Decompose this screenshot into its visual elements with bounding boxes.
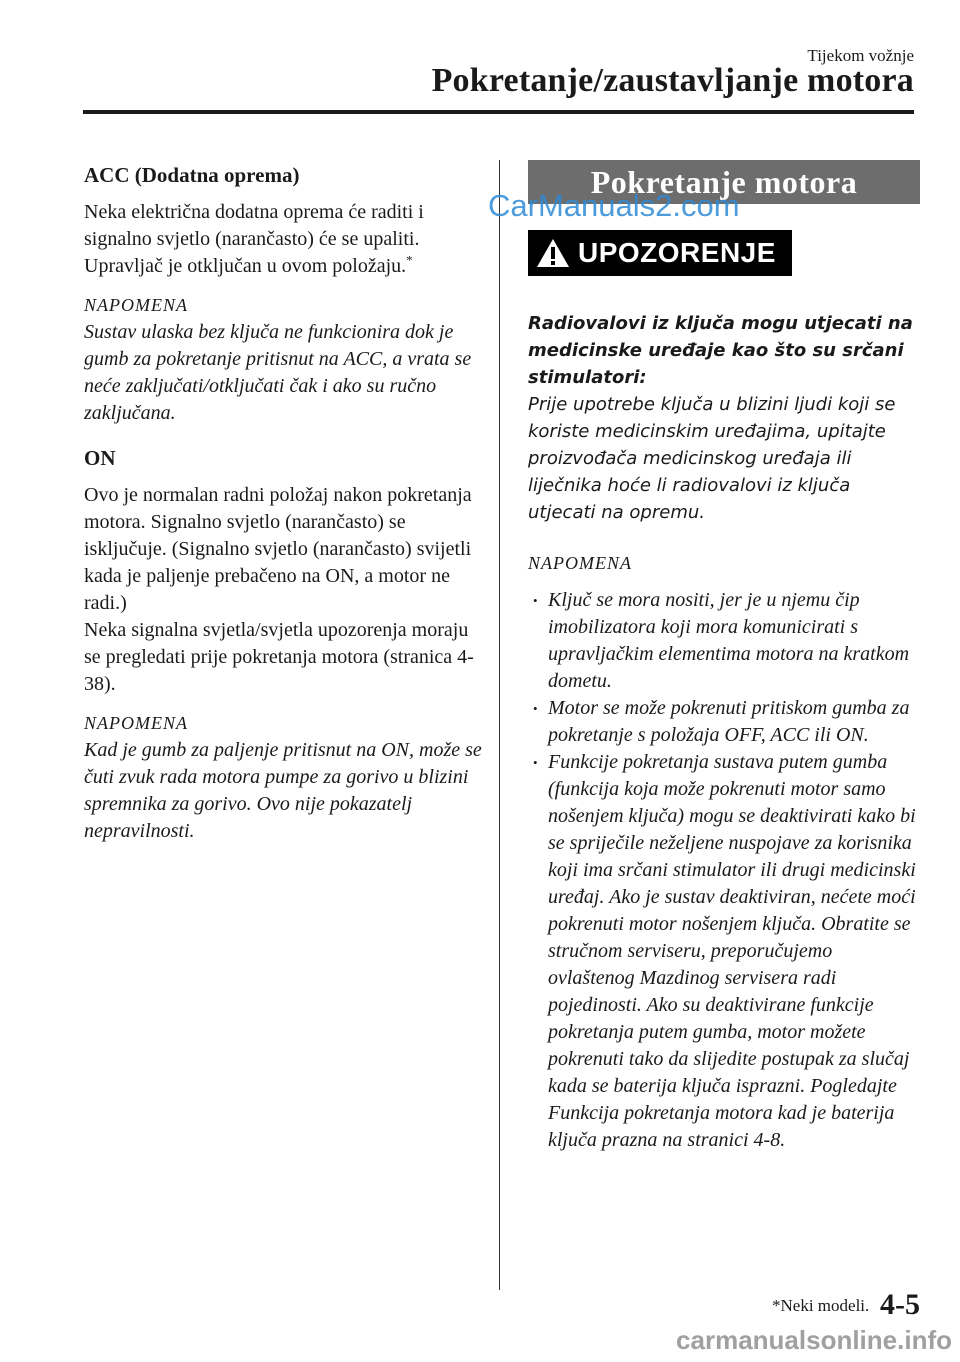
column-divider (499, 160, 500, 1290)
page-number: 4-5 (880, 1288, 920, 1321)
warning-body (528, 310, 920, 526)
note-block (528, 550, 920, 1154)
note-bullets (528, 587, 920, 1154)
right-column (528, 160, 920, 1154)
acc-heading: ACC (Dodatna oprema) (84, 163, 300, 187)
note-title: NAPOMENA (84, 713, 188, 733)
left-column (84, 162, 484, 863)
header-section-label: Tijekom vožnje (807, 46, 914, 65)
on-text-2: Neka signalna svjetla/svjetla upozorenja moraju se pregledati prije pokretanja motora (stranica 4-38). (84, 619, 474, 695)
footnote-marker: * (406, 252, 413, 268)
list-item: • Funkcije pokretanja sustava putem gumba (funkcija koja može pokrenuti motor samo nošenjem ključa) mogu se deaktivirati kako bi se spriječile neželjene nuspojave za korisnika koji ima srčani stimulator ili drugi medicinski uređaj. Ako je sustav deaktiviran, nećete moći pokrenuti motor nošenjem ključa. Obratite se stručnom serviseru, preporučujemo ovlaštenog Mazdinog servisera radi pojedinosti. Ako su deaktivirane funkcije pokretanja putem gumba, motor možete pokrenuti tako da slijedite postupak za slučaj kada se baterija ključa isprazni. Pogledajte Funkcija pokretanja motora kad je baterija ključa prazna na stranici 4-8. (528, 749, 920, 1154)
warning-label (528, 230, 792, 276)
page-title: Pokretanje/zaustavljanje motora (431, 62, 914, 99)
warning-text: Prije upotrebe ključa u blizini ljudi koji se koriste medicinskim uređajima, upitajte proizvođača medicinskog uređaja ili liječnika hoće li radiovalovi iz ključa utjecati na opremu. (528, 394, 896, 523)
note-title: NAPOMENA (84, 295, 188, 315)
warning-triangle-icon (536, 238, 570, 268)
note-text: Kad je gumb za paljenje pritisnut na ON, može se čuti zvuk rada motora pumpe za gorivo u blizini spremnika za gorivo. Ovo nije pokazatelj nepravilnosti. (84, 739, 482, 842)
on-text: Ovo je normalan radni položaj nakon pokretanja motora. Signalno svjetlo (narančasto) se isključuje. (Signalno svjetlo (narančasto) svijetli kada je paljenje prebačeno na ON, a motor ne radi.) (84, 484, 472, 614)
section-banner: Pokretanje motora (528, 160, 920, 204)
acc-text: Neka električna dodatna oprema će raditi i signalno svjetlo (narančasto) će se upaliti. Upravljač je otključan u ovom položaju.* (84, 201, 424, 277)
watermark-top: CarManuals2.com (488, 188, 740, 223)
note-title: NAPOMENA (528, 553, 632, 573)
list-item: • Motor se može pokrenuti pritiskom gumba za pokretanje s položaja OFF, ACC ili ON. (528, 695, 920, 749)
footer-note: *Neki modeli. (772, 1296, 870, 1315)
warning-bold-text: Radiovalovi iz ključa mogu utjecati na medicinske uređaje kao što su srčani stimulatori: (528, 313, 913, 388)
watermark-bottom: carmanualsonline.info (676, 1325, 952, 1355)
warning-label-text: UPOZORENJE (578, 237, 776, 268)
header-rule (83, 110, 914, 114)
list-item: • Ključ se mora nositi, jer je u njemu čip imobilizatora koji mora komunicirati s upravljačkim elementima motora na kratkom dometu. (528, 587, 920, 695)
on-heading: ON (84, 446, 116, 470)
note-text: Sustav ulaska bez ključa ne funkcionira dok je gumb za pokretanje pritisnut na ACC, a vrata se neće zaključati/otključati čak i ako su ručno zaključana. (84, 321, 472, 424)
